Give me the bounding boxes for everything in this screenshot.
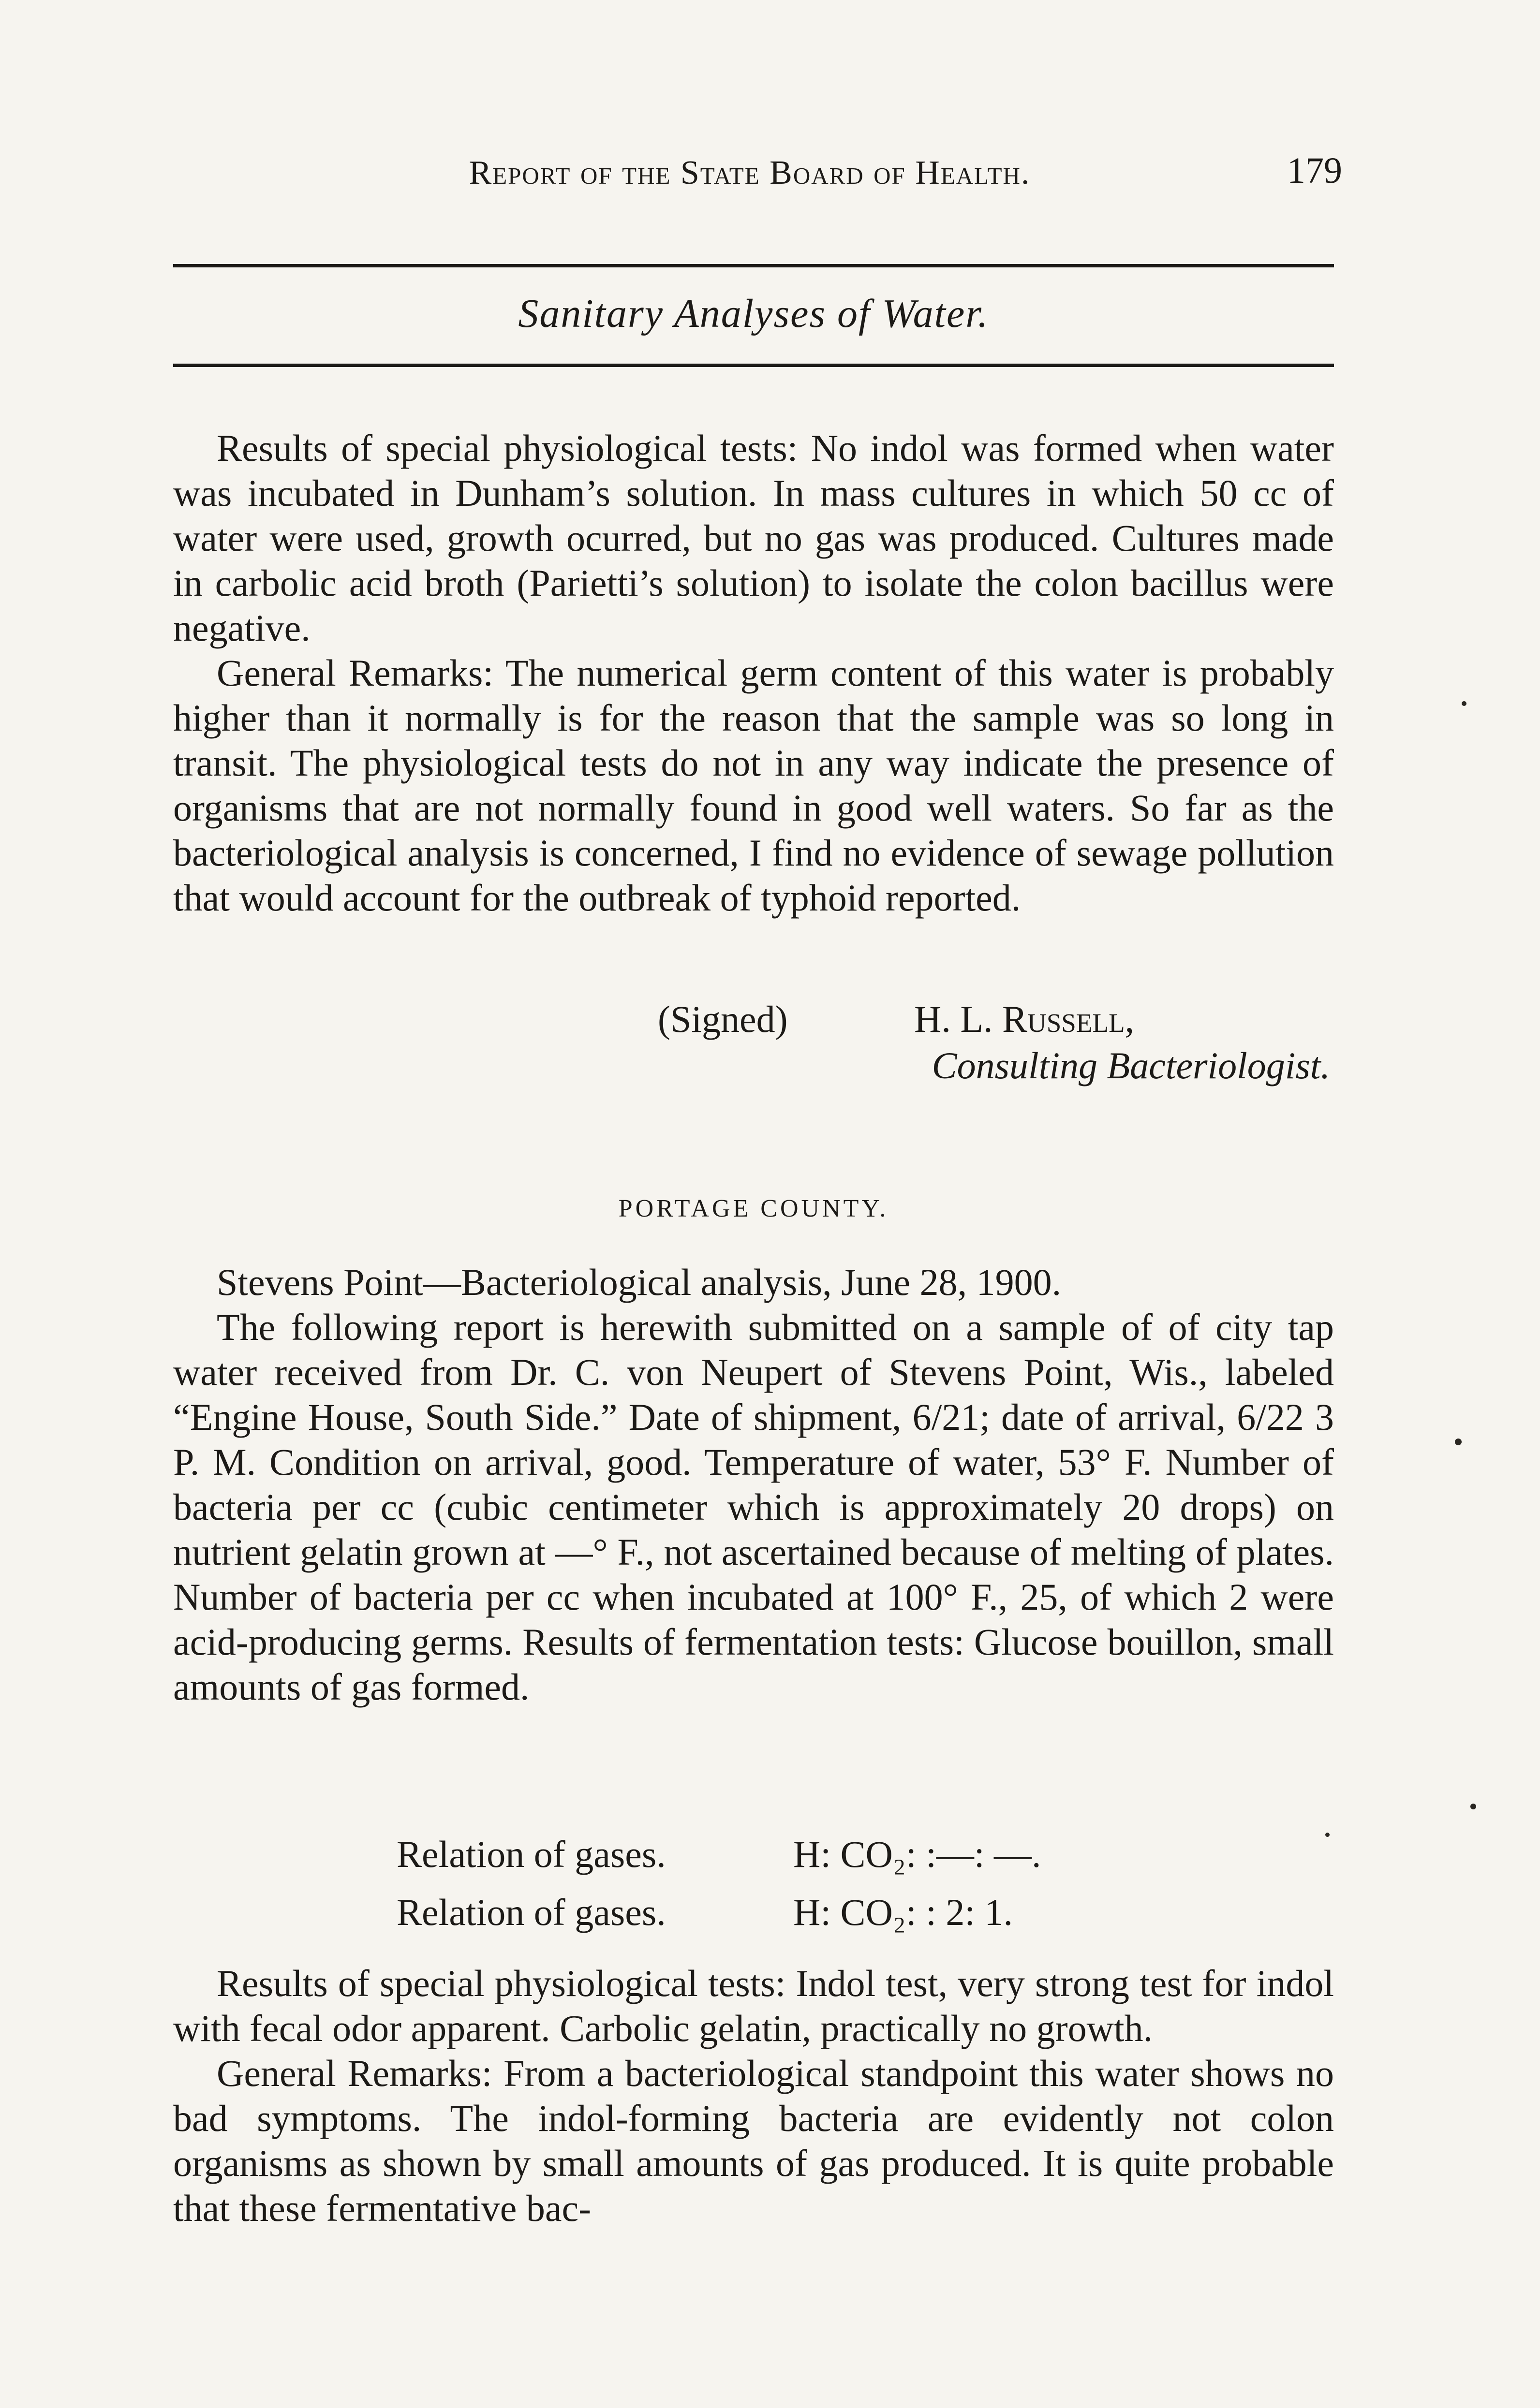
relation-label: Relation of gases. [397, 1833, 666, 1875]
ink-speck [1325, 1833, 1330, 1837]
running-head: Report of the State Board of Health. [469, 154, 1031, 191]
rule-bottom [173, 364, 1334, 367]
paragraph-general-remarks-2: General Remarks: From a bacteriological standpoint this water shows no bad symptoms. The indol-forming bacteria are evidently not colon organisms as shown by small amounts of gas produced. It is quite probable that these fermentative bac- [173, 2052, 1334, 2229]
section-title: Sanitary Analyses of Water. [518, 291, 989, 336]
ink-speck [1462, 701, 1466, 706]
signer-title: Consulting Bacteriologist. [932, 1044, 1330, 1087]
gas-relations [397, 1825, 1267, 1941]
relation-value: H: CO₂: : 2: 1. [793, 1891, 1013, 1933]
signed-label: (Signed) [658, 998, 788, 1040]
rule-top [173, 264, 1334, 267]
analysis-text-1 [173, 426, 1334, 920]
page-number: 179 [1287, 150, 1342, 191]
paragraph-physiological-tests-2: Results of special physiological tests: Indol test, very strong test for indol with fecal odor apparent. Carbolic gelatin, practically no growth. [173, 1962, 1334, 2049]
signature-block [658, 996, 1335, 1089]
paragraph-general-remarks-1: General Remarks: The numerical germ content of this water is probably higher than it normally is for the reason that the sample was so long in transit. The physiological tests do not in any way indicate the presence of organisms that are not normally found in good well waters. So far as the bacteriological analysis is concerned, I find no evidence of sewage pollution that would account for the outbreak of typhoid reported. [173, 652, 1334, 919]
signature-line [658, 996, 1335, 1042]
signer-name: H. L. Russell, [914, 998, 1135, 1040]
paragraph-report-details: The following report is herewith submitted on a sample of of city tap water received from Dr. C. von Neupert of Stevens Point, Wis., labeled “Engine House, South Side.” Date of shipment, 6/21; date of arrival, 6/22 3 P. M. Condition on arrival, good. Temperature of water, 53° F. Number of bacteria per cc (cubic centimeter which is approximately 20 drops) on nutrient gelatin grown at —° F., not ascertained because of melting of plates. Number of bacteria per cc when incubated at 100° F., 25, of which 2 were acid-producing germs. Results of fermentation tests: Glucose bouillon, small amounts of gas formed. [173, 1306, 1334, 1708]
county-heading: PORTAGE COUNTY. [618, 1195, 889, 1222]
relation-label: Relation of gases. [397, 1891, 666, 1933]
paragraph-physiological-tests-1: Results of special physiological tests: No indol was formed when water was incubated in Dunham’s solution. In mass cultures in which 50 cc of water were used, growth ocurred, but no gas was produced. Cultures made in carbolic acid broth (Parietti’s solution) to isolate the colon bacillus were negative. [173, 427, 1334, 649]
paragraph-location-date: Stevens Point—Bacteriological analysis, June 28, 1900. [217, 1261, 1062, 1303]
ink-speck [1455, 1439, 1462, 1445]
relation-row [397, 1883, 1267, 1941]
ink-speck [1470, 1804, 1476, 1809]
relation-value: H: CO₂: :—: —. [793, 1833, 1041, 1875]
relation-row [397, 1825, 1267, 1883]
analysis-text-3 [173, 1961, 1334, 2231]
analysis-text-2 [173, 1260, 1334, 1709]
